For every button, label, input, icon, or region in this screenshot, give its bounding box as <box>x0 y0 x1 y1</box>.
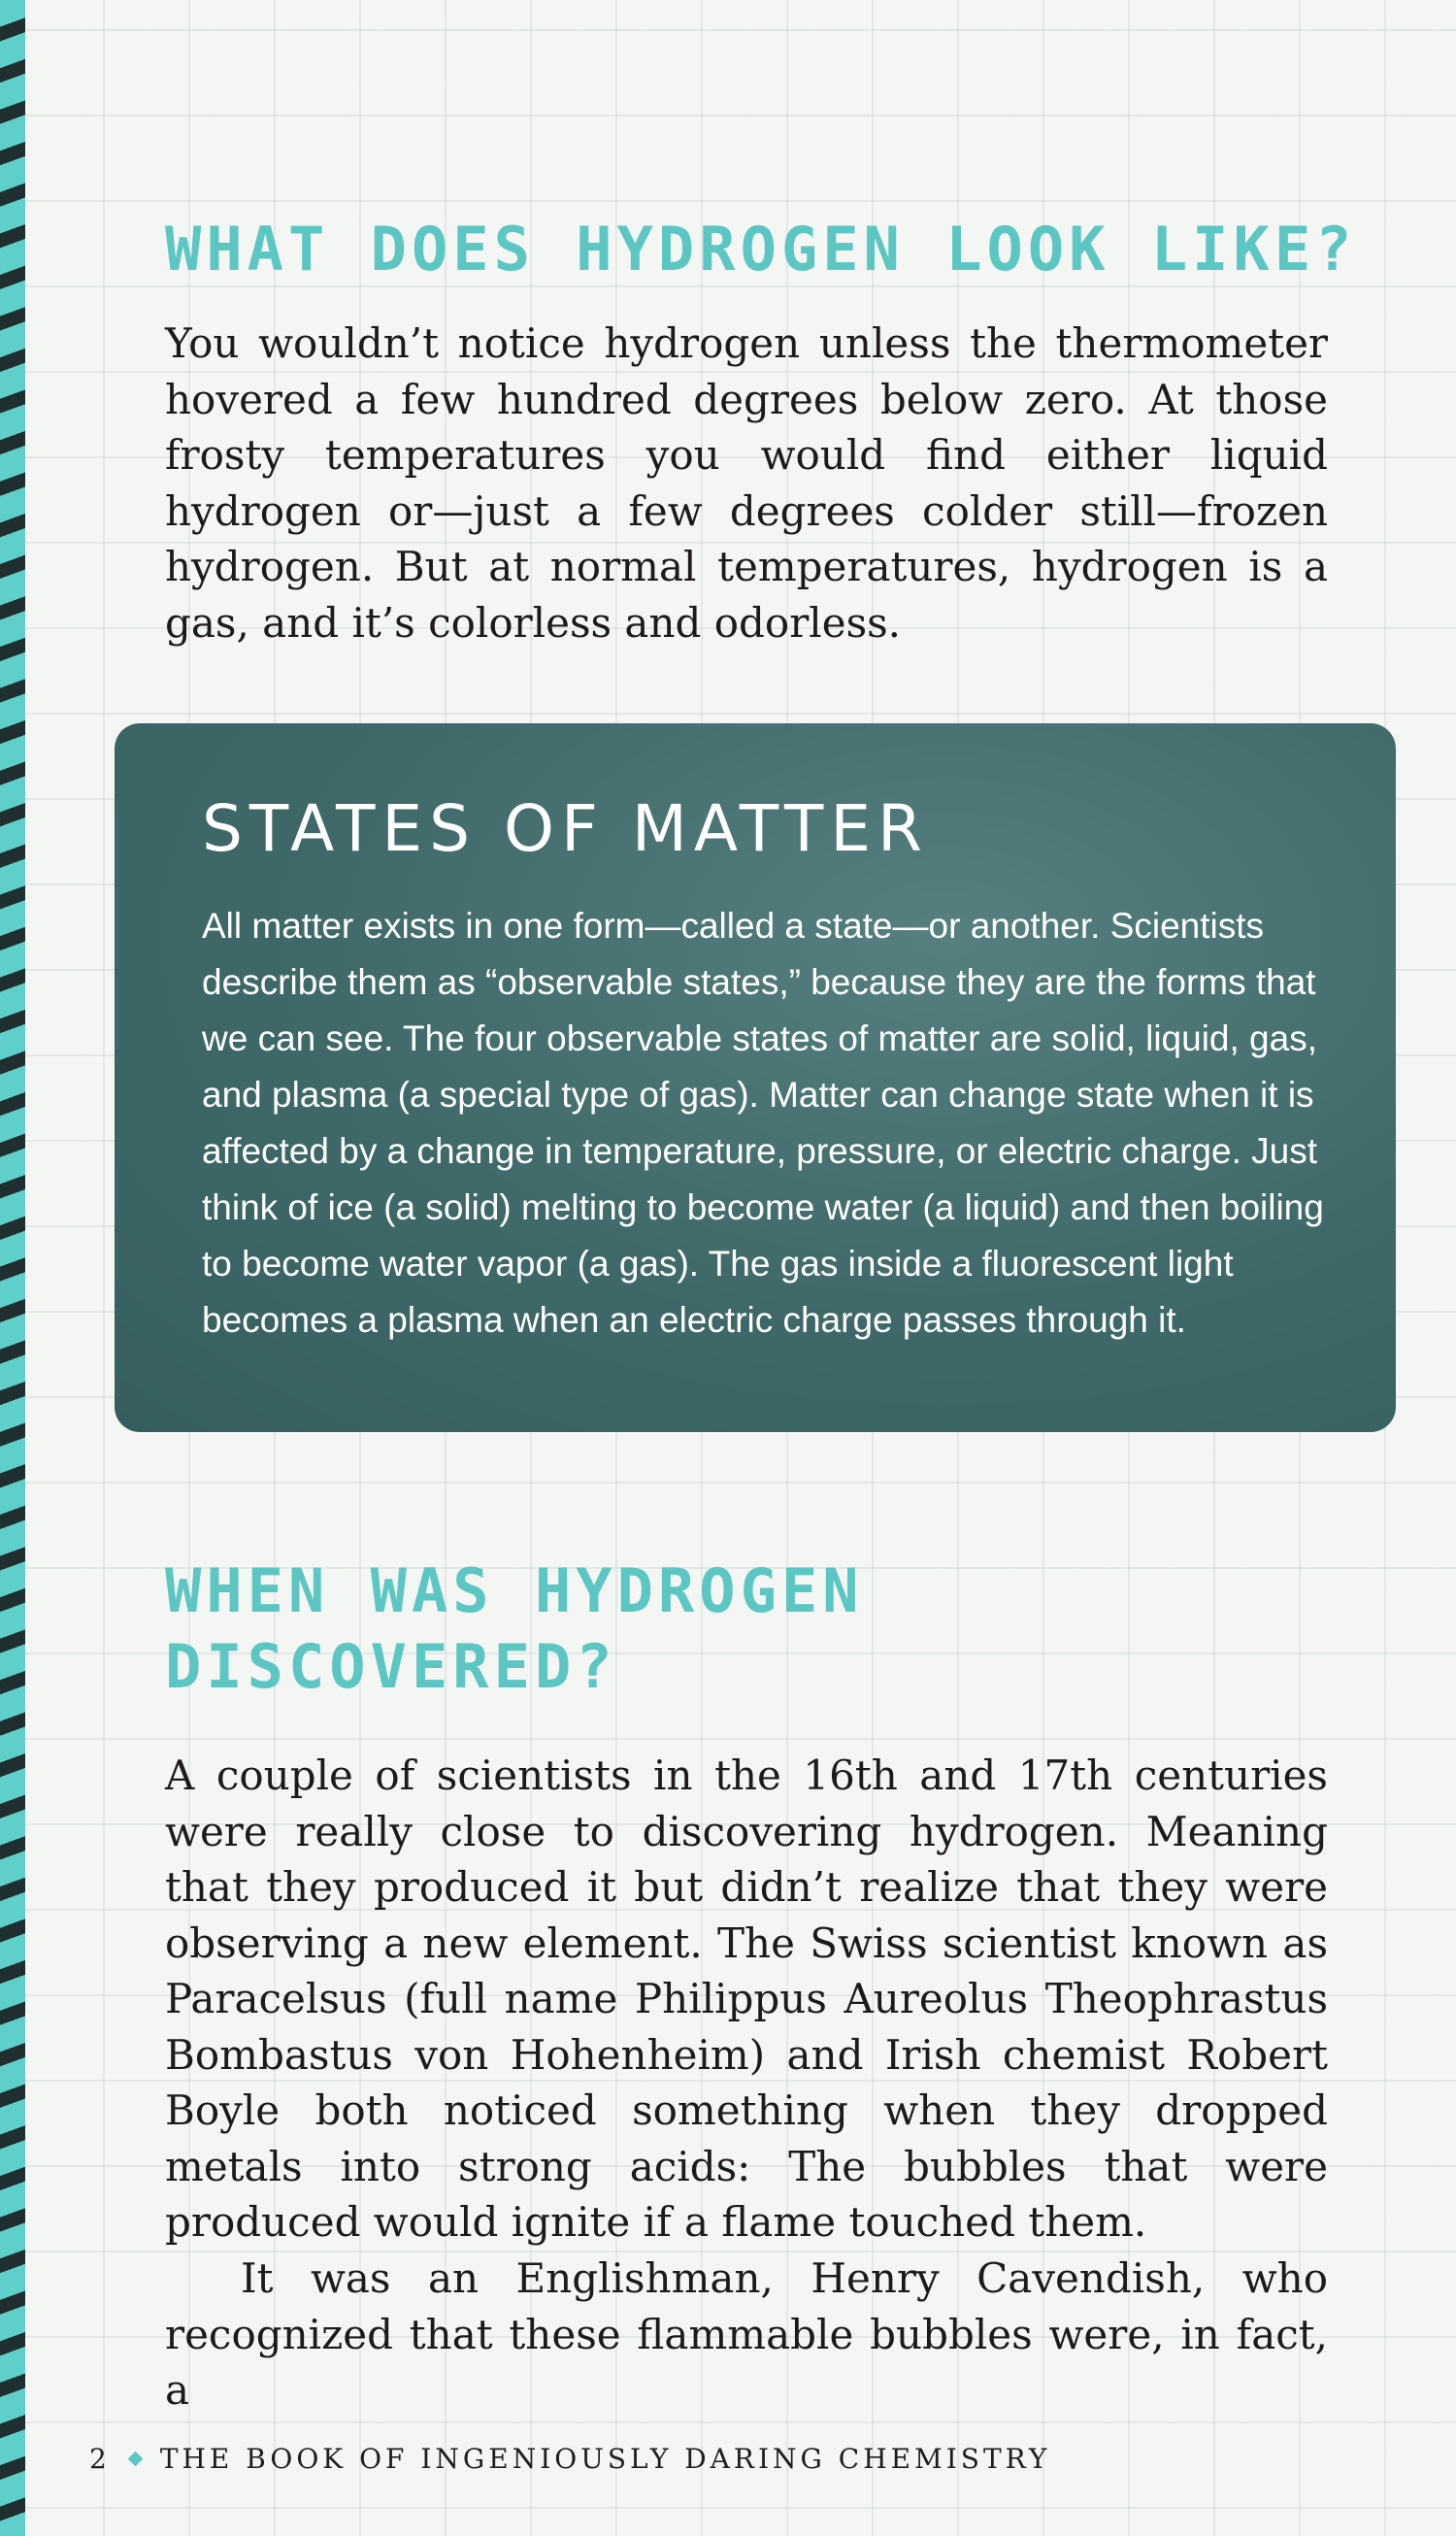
states-of-matter-callout <box>115 723 1396 1432</box>
callout-body: All matter exists in one form—called a state—or another. Scientists describe them as “observable states,” because they are the forms that we can see. The four observable states of matter are solid, liquid, gas, and plasma (a special type of gas). Matter can change state when it is affected by a change in temperature, pressure, or electric charge. Just think of ice (a solid) melting to become water (a liquid) and then boiling to become water vapor (a gas). The gas inside a fluorescent light becomes a plasma when an electric charge passes through it. <box>202 906 1324 1340</box>
callout-title: STATES OF MATTER <box>202 791 929 866</box>
page-number: 2 <box>89 2443 111 2475</box>
book-title: THE BOOK OF INGENIOUSLY DARING CHEMISTRY <box>159 2443 1051 2475</box>
paragraph-discovered-1: A couple of scientists in the 16th and 17th centuries were really close to discovering hydrogen. Meaning that they produced it but didn’t realize that they were observing a new element. The Swiss scientist known as Paracelsus (full name Philippus Aureolus Theophrastus Bombastus von Hohenheim) and Irish chemist Robert Boyle both noticed something when they dropped metals into strong acids: The bubbles that were produced would ignite if a flame touched them. <box>165 1752 1328 2246</box>
section-heading-look: WHAT DOES HYDROGEN LOOK LIKE? <box>165 214 1357 284</box>
paragraph-look: You wouldn’t notice hydrogen unless the thermometer hovered a few hundred degrees below zero. At those frosty temperatures you would find either liquid hydrogen or—just a few degrees colder still—frozen hydrogen. But at normal temperatures, hydrogen is a gas, and it’s colorless and odorless. <box>165 319 1328 647</box>
section-heading-discovered: WHEN WAS HYDROGEN DISCOVERED? <box>165 1555 864 1702</box>
page-edge-stripe <box>0 0 25 2536</box>
paragraph-discovered-2: It was an Englishman, Henry Cavendish, who recognized that these flammable bubbles were, in fact, a <box>165 2254 1328 2414</box>
diamond-icon <box>128 2452 144 2467</box>
page-footer <box>89 2443 1050 2475</box>
